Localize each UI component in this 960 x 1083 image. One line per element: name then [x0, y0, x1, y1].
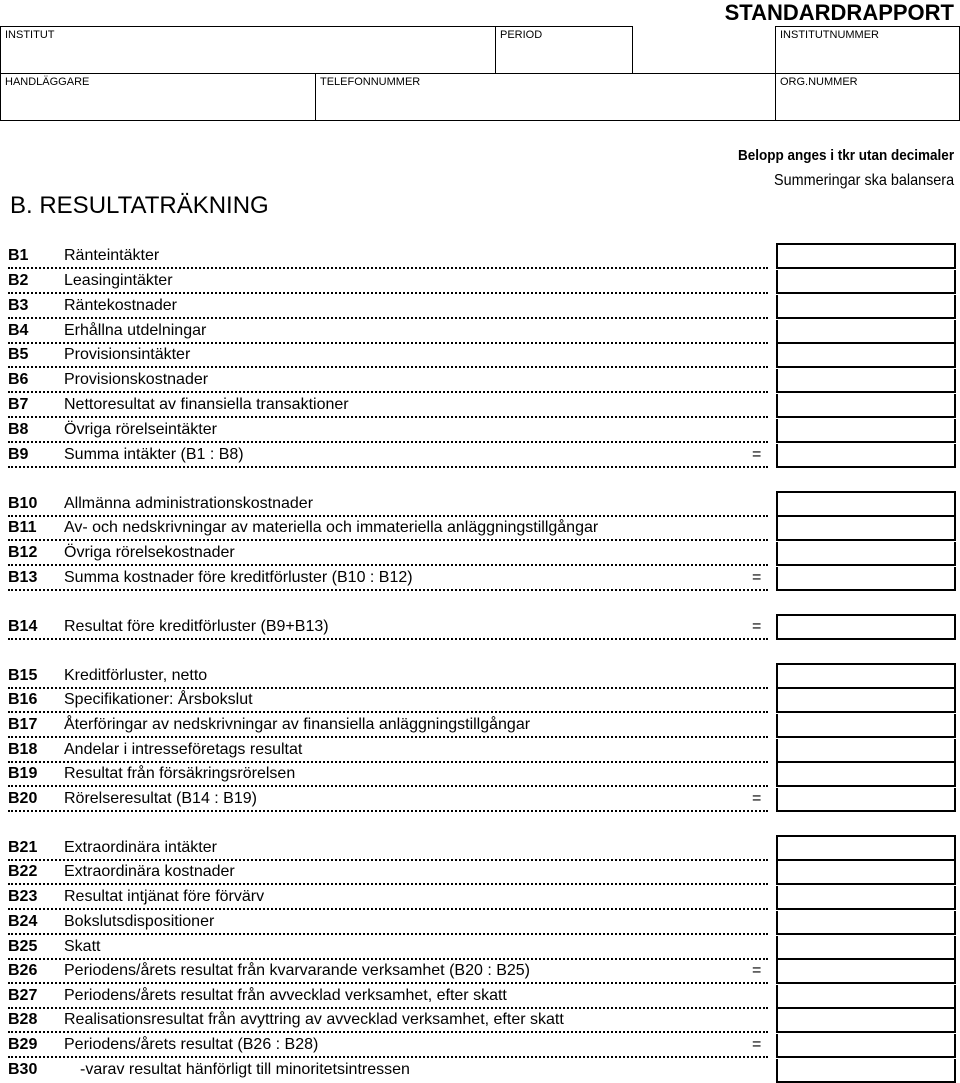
row-label: Summa kostnader före kreditförluster (B10 : B12)	[64, 569, 413, 586]
row-code: B12	[8, 544, 38, 561]
row-b6	[0, 369, 776, 393]
value-cell-b15[interactable]	[776, 663, 956, 689]
dotted-leader	[8, 883, 768, 885]
row-label: Kreditförluster, netto	[64, 667, 208, 684]
row-b26	[0, 960, 776, 984]
dotted-leader	[8, 416, 768, 418]
row-label: Räntekostnader	[64, 297, 177, 314]
institut-field[interactable]	[0, 26, 496, 74]
dotted-leader	[8, 1056, 768, 1058]
row-code: B25	[8, 938, 38, 955]
value-cell-b30[interactable]	[776, 1059, 956, 1083]
row-label: Nettoresultat av finansiella transaktioner	[64, 396, 349, 413]
orgnummer-field[interactable]	[775, 73, 960, 121]
row-code: B21	[8, 839, 38, 856]
value-cell-b4[interactable]	[776, 320, 956, 344]
dotted-leader	[8, 711, 768, 713]
dotted-leader	[8, 933, 768, 935]
row-b18	[0, 739, 776, 763]
row-label: Provisionskostnader	[64, 371, 209, 388]
row-b15	[0, 665, 776, 689]
dotted-leader	[8, 391, 768, 393]
dotted-leader	[8, 267, 768, 269]
dotted-leader	[8, 785, 768, 787]
row-code: B30	[8, 1061, 38, 1078]
dotted-leader	[8, 736, 768, 738]
row-code: B23	[8, 888, 38, 905]
belopp-note: Belopp anges i tkr utan decimaler	[737, 147, 954, 164]
row-b2	[0, 270, 776, 294]
dotted-leader	[8, 810, 768, 812]
row-label: Av- och nedskrivningar av materiella och immateriella anläggningstillgångar	[64, 519, 599, 536]
value-cell-b23[interactable]	[776, 886, 956, 910]
value-cell-b25[interactable]	[776, 936, 956, 960]
row-label: Allmänna administrationskostnader	[64, 495, 314, 512]
dotted-leader	[8, 982, 768, 984]
row-label: Realisationsresultat från avyttring av avvecklad verksamhet, efter skatt	[64, 1011, 564, 1028]
row-code: B18	[8, 741, 38, 758]
value-cell-b7[interactable]	[776, 394, 956, 418]
value-cell-b28[interactable]	[776, 1009, 956, 1033]
value-cell-b24[interactable]	[776, 911, 956, 935]
row-label: Övriga rörelsekostnader	[64, 544, 235, 561]
row-b14	[0, 616, 776, 640]
equals-sign: =	[752, 446, 762, 463]
row-b8	[0, 419, 776, 443]
row-code: B16	[8, 691, 38, 708]
dotted-leader	[8, 317, 768, 319]
institutnummer-label: INSTITUTNUMMER	[780, 29, 879, 41]
row-code: B28	[8, 1011, 38, 1028]
value-cell-b8[interactable]	[776, 419, 956, 443]
row-label: -varav resultat hänförligt till minoritetsintressen	[80, 1061, 410, 1078]
row-code: B5	[8, 346, 29, 363]
row-label: Extraordinära intäkter	[64, 839, 217, 856]
row-code: B14	[8, 618, 38, 635]
row-label: Övriga rörelseintäkter	[64, 421, 217, 438]
value-cell-b18[interactable]	[776, 739, 956, 763]
row-code: B19	[8, 765, 38, 782]
row-label: Andelar i intresseföretags resultat	[64, 741, 303, 758]
row-label: Periodens/årets resultat (B26 : B28)	[64, 1036, 319, 1053]
value-cell-b9[interactable]	[776, 444, 956, 468]
dotted-leader	[8, 466, 768, 468]
row-label: Summa intäkter (B1 : B8)	[64, 446, 244, 463]
row-code: B7	[8, 396, 29, 413]
row-label: Leasingintäkter	[64, 272, 173, 289]
row-b17	[0, 714, 776, 738]
row-b21	[0, 837, 776, 861]
dotted-leader	[8, 539, 768, 541]
period-label: PERIOD	[500, 29, 543, 41]
value-cell-b22[interactable]	[776, 861, 956, 885]
row-code: B1	[8, 247, 29, 264]
row-b20	[0, 788, 776, 812]
row-code: B9	[8, 446, 29, 463]
row-b5	[0, 344, 776, 368]
row-b7	[0, 394, 776, 418]
row-b16	[0, 689, 776, 713]
value-cell-b13[interactable]	[776, 567, 956, 591]
row-label: Rörelseresultat (B14 : B19)	[64, 790, 257, 807]
row-code: B24	[8, 913, 38, 930]
handlaggare-label: HANDLÄGGARE	[5, 76, 90, 88]
row-b11	[0, 517, 776, 541]
row-code: B11	[8, 519, 37, 536]
value-cell-b12[interactable]	[776, 542, 956, 566]
value-cell-b26[interactable]	[776, 960, 956, 984]
row-b30	[0, 1059, 776, 1083]
row-b19	[0, 763, 776, 787]
value-cell-b17[interactable]	[776, 714, 956, 738]
equals-sign: =	[752, 569, 762, 586]
equals-sign: =	[752, 790, 762, 807]
orgnummer-label: ORG.NUMMER	[780, 76, 858, 88]
row-b9	[0, 444, 776, 468]
row-label: Periodens/årets resultat från kvarvarande verksamhet (B20 : B25)	[64, 962, 530, 979]
value-cell-b19[interactable]	[776, 763, 956, 787]
row-label: Specifikationer: Årsbokslut	[64, 691, 253, 708]
row-label: Ränteintäkter	[64, 247, 160, 264]
row-label: Resultat före kreditförluster (B9+B13)	[64, 618, 329, 635]
period-field[interactable]	[495, 26, 633, 74]
row-b22	[0, 861, 776, 885]
row-label: Resultat från försäkringsrörelsen	[64, 765, 296, 782]
value-cell-b11[interactable]	[776, 517, 956, 541]
institut-label: INSTITUT	[5, 29, 55, 41]
value-cell-b2[interactable]	[776, 270, 956, 294]
dotted-leader	[8, 589, 768, 591]
row-label: Återföringar av nedskrivningar av finansiella anläggningstillgångar	[64, 716, 531, 733]
value-cell-b27[interactable]	[776, 985, 956, 1009]
value-cell-b6[interactable]	[776, 369, 956, 393]
row-code: B26	[8, 962, 38, 979]
row-b29	[0, 1034, 776, 1058]
row-label: Extraordinära kostnader	[64, 863, 235, 880]
row-b27	[0, 985, 776, 1009]
dotted-leader	[8, 1031, 768, 1033]
row-label: Periodens/årets resultat från avvecklad verksamhet, efter skatt	[64, 987, 507, 1004]
row-label: Provisionsintäkter	[64, 346, 191, 363]
row-b23	[0, 886, 776, 910]
row-code: B13	[8, 569, 38, 586]
row-code: B29	[8, 1036, 38, 1053]
row-code: B4	[8, 322, 29, 339]
row-label: Bokslutsdispositioner	[64, 913, 215, 930]
telefonnummer-field[interactable]	[315, 73, 776, 121]
row-b12	[0, 542, 776, 566]
dotted-leader	[8, 441, 768, 443]
row-code: B2	[8, 272, 29, 289]
row-label: Resultat intjänat före förvärv	[64, 888, 265, 905]
report-title: STANDARDRAPPORT	[724, 0, 954, 25]
section-title: B. RESULTATRÄKNING	[10, 192, 269, 219]
row-label: Erhållna utdelningar	[64, 322, 207, 339]
dotted-leader	[8, 908, 768, 910]
row-b10	[0, 493, 776, 517]
row-b25	[0, 936, 776, 960]
row-code: B27	[8, 987, 38, 1004]
value-cell-b20[interactable]	[776, 788, 956, 812]
dotted-leader	[8, 292, 768, 294]
row-label: Skatt	[64, 938, 101, 955]
value-cell-b3[interactable]	[776, 295, 956, 319]
value-cell-b1[interactable]	[776, 243, 956, 269]
institutnummer-field[interactable]	[775, 26, 960, 74]
telefonnummer-label: TELEFONNUMMER	[320, 76, 421, 88]
value-cell-b5[interactable]	[776, 344, 956, 368]
row-code: B17	[8, 716, 38, 733]
row-code: B15	[8, 667, 38, 684]
row-code: B10	[8, 495, 38, 512]
row-b1	[0, 245, 776, 269]
row-code: B8	[8, 421, 29, 438]
handlaggare-field[interactable]	[0, 73, 316, 121]
value-cell-b29[interactable]	[776, 1034, 956, 1058]
row-b28	[0, 1009, 776, 1033]
row-b13	[0, 567, 776, 591]
value-cell-b21[interactable]	[776, 835, 956, 861]
equals-sign: =	[752, 962, 762, 979]
row-b4	[0, 320, 776, 344]
value-cell-b10[interactable]	[776, 491, 956, 517]
summering-note: Summeringar ska balansera	[773, 172, 954, 189]
equals-sign: =	[752, 1036, 762, 1053]
row-code: B3	[8, 297, 29, 314]
dotted-leader	[8, 366, 768, 368]
dotted-leader	[8, 564, 768, 566]
row-b24	[0, 911, 776, 935]
row-code: B6	[8, 371, 29, 388]
value-cell-b14[interactable]	[776, 614, 956, 640]
dotted-leader	[8, 638, 768, 640]
equals-sign: =	[752, 618, 762, 635]
row-code: B20	[8, 790, 38, 807]
row-b3	[0, 295, 776, 319]
row-code: B22	[8, 863, 38, 880]
value-cell-b16[interactable]	[776, 689, 956, 713]
